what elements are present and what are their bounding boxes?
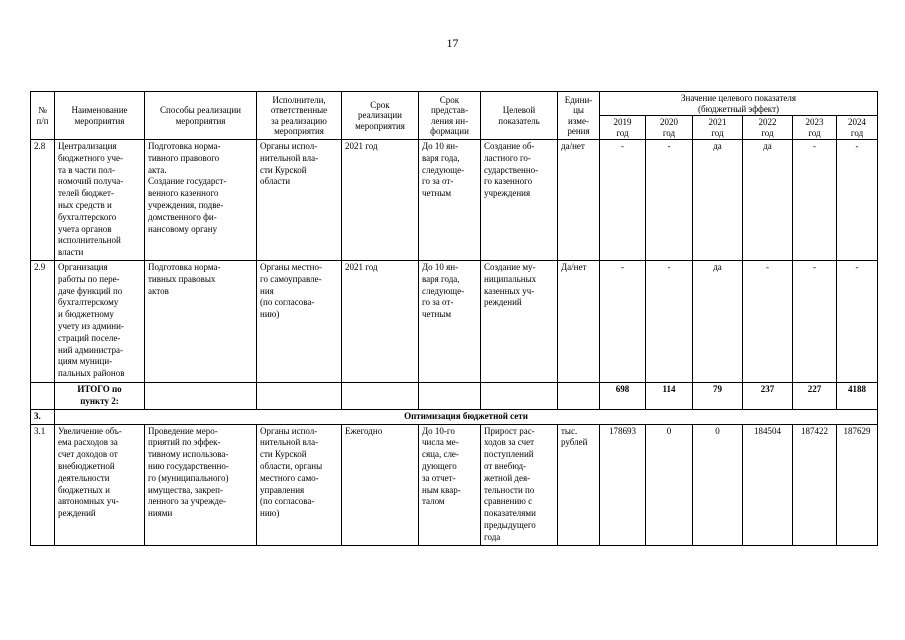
row-name: Организация работы по пере- даче функций по бухгалтерскому и бюджетному учету из админи- страций поселе- ний администра- циям муници- пальных районов — [55, 260, 145, 382]
header-num: № п/п — [31, 92, 55, 140]
total-value: 114 — [646, 382, 693, 409]
header-year: 2023 год — [793, 116, 837, 140]
row-value: 0 — [693, 424, 743, 545]
row-value: - — [743, 260, 793, 382]
row-indicator: Создание му- ниципальных казенных уч- реждений — [481, 260, 558, 382]
section-title: Оптимизация бюджетной сети — [55, 409, 878, 424]
row-value: - — [837, 260, 878, 382]
page-number: 17 — [446, 36, 459, 50]
row-report-term: До 10 ян- варя года, следующе- го за от- четным — [419, 140, 481, 261]
row-value: - — [600, 140, 646, 261]
total-value: 4188 — [837, 382, 878, 409]
total-value: 698 — [600, 382, 646, 409]
row-methods: Проведение меро- приятий по эффек- тивному использова- нию государственно- го (муниципального) имущества, закреп- ленного за учрежде- ниями — [145, 424, 257, 545]
table-row — [31, 424, 878, 545]
row-value: 184504 — [743, 424, 793, 545]
header-indicator: Целевой показатель — [481, 92, 558, 140]
header-report-term: Срок представ- ления ин- формации — [419, 92, 481, 140]
row-value: - — [793, 140, 837, 261]
section-num: 3. — [31, 409, 55, 424]
row-num: 2.9 — [31, 260, 55, 382]
header-unit: Едини- цы изме- рения — [558, 92, 600, 140]
row-name: Увеличение объ- ема расходов за счет доходов от внебюджетной деятельности бюджетных и автономных уч- реждений — [55, 424, 145, 545]
header-year: 2022 год — [743, 116, 793, 140]
header-year: 2020 год — [646, 116, 693, 140]
row-value: - — [837, 140, 878, 261]
row-value: 187629 — [837, 424, 878, 545]
row-value: - — [646, 140, 693, 261]
total-value: 237 — [743, 382, 793, 409]
row-executors: Органы испол- нительной вла- сти Курской области, органы местного само- управления (по согласова- нию) — [257, 424, 342, 545]
measures-table — [30, 91, 878, 546]
header-year: 2019 год — [600, 116, 646, 140]
row-value: да — [693, 260, 743, 382]
row-value: 0 — [646, 424, 693, 545]
header-methods: Способы реализации мероприятия — [145, 92, 257, 140]
row-value: да — [693, 140, 743, 261]
row-num: 3.1 — [31, 424, 55, 545]
total-value: 227 — [793, 382, 837, 409]
row-term: 2021 год — [342, 260, 419, 382]
row-value: - — [793, 260, 837, 382]
header-executors: Исполнители, ответственные за реализацию мероприятия — [257, 92, 342, 140]
row-term: Ежегодно — [342, 424, 419, 545]
row-value: да — [743, 140, 793, 261]
row-value: - — [646, 260, 693, 382]
row-unit: да/нет — [558, 140, 600, 261]
row-indicator: Прирост рас- ходов за счет поступлений от внебюд- жетной дея- тельности по сравнению с показателями предыдущего года — [481, 424, 558, 545]
table-row — [31, 260, 878, 382]
row-value: 178693 — [600, 424, 646, 545]
row-unit: Да/нет — [558, 260, 600, 382]
row-term: 2021 год — [342, 140, 419, 261]
row-report-term: До 10-го числа ме- сяца, сле- дующего за отчет- ным квар- талом — [419, 424, 481, 545]
row-name: Централизация бюджетного уче- та в части пол- номочий получа- телей бюджет- ных средств и бухгалтерского учета органов исполнительной власти — [55, 140, 145, 261]
row-report-term: До 10 ян- варя года, следующе- го за от- четным — [419, 260, 481, 382]
row-value: - — [600, 260, 646, 382]
header-value-group: Значение целевого показателя (бюджетный эффект) — [600, 92, 878, 116]
header-year: 2021 год — [693, 116, 743, 140]
row-unit: тыс. рублей — [558, 424, 600, 545]
header-year: 2024 год — [837, 116, 878, 140]
row-methods: Подготовка норма- тивного правового акта. Создание государст- венного казенного учреждения, подве- домственного фи- нансовому органу — [145, 140, 257, 261]
row-indicator: Создание об- ластного го- сударственно- го казенного учреждения — [481, 140, 558, 261]
header-term: Срок реализации мероприятия — [342, 92, 419, 140]
section-row — [31, 409, 878, 424]
header-name: Наименование мероприятия — [55, 92, 145, 140]
row-value: 187422 — [793, 424, 837, 545]
total-value: 79 — [693, 382, 743, 409]
row-executors: Органы местно- го самоуправле- ния (по согласова- нию) — [257, 260, 342, 382]
row-methods: Подготовка норма- тивных правовых актов — [145, 260, 257, 382]
row-executors: Органы испол- нительной вла- сти Курской области — [257, 140, 342, 261]
row-num: 2.8 — [31, 140, 55, 261]
total-row — [31, 382, 878, 409]
table-row — [31, 140, 878, 261]
total-label: ИТОГО по пункту 2: — [55, 382, 145, 409]
